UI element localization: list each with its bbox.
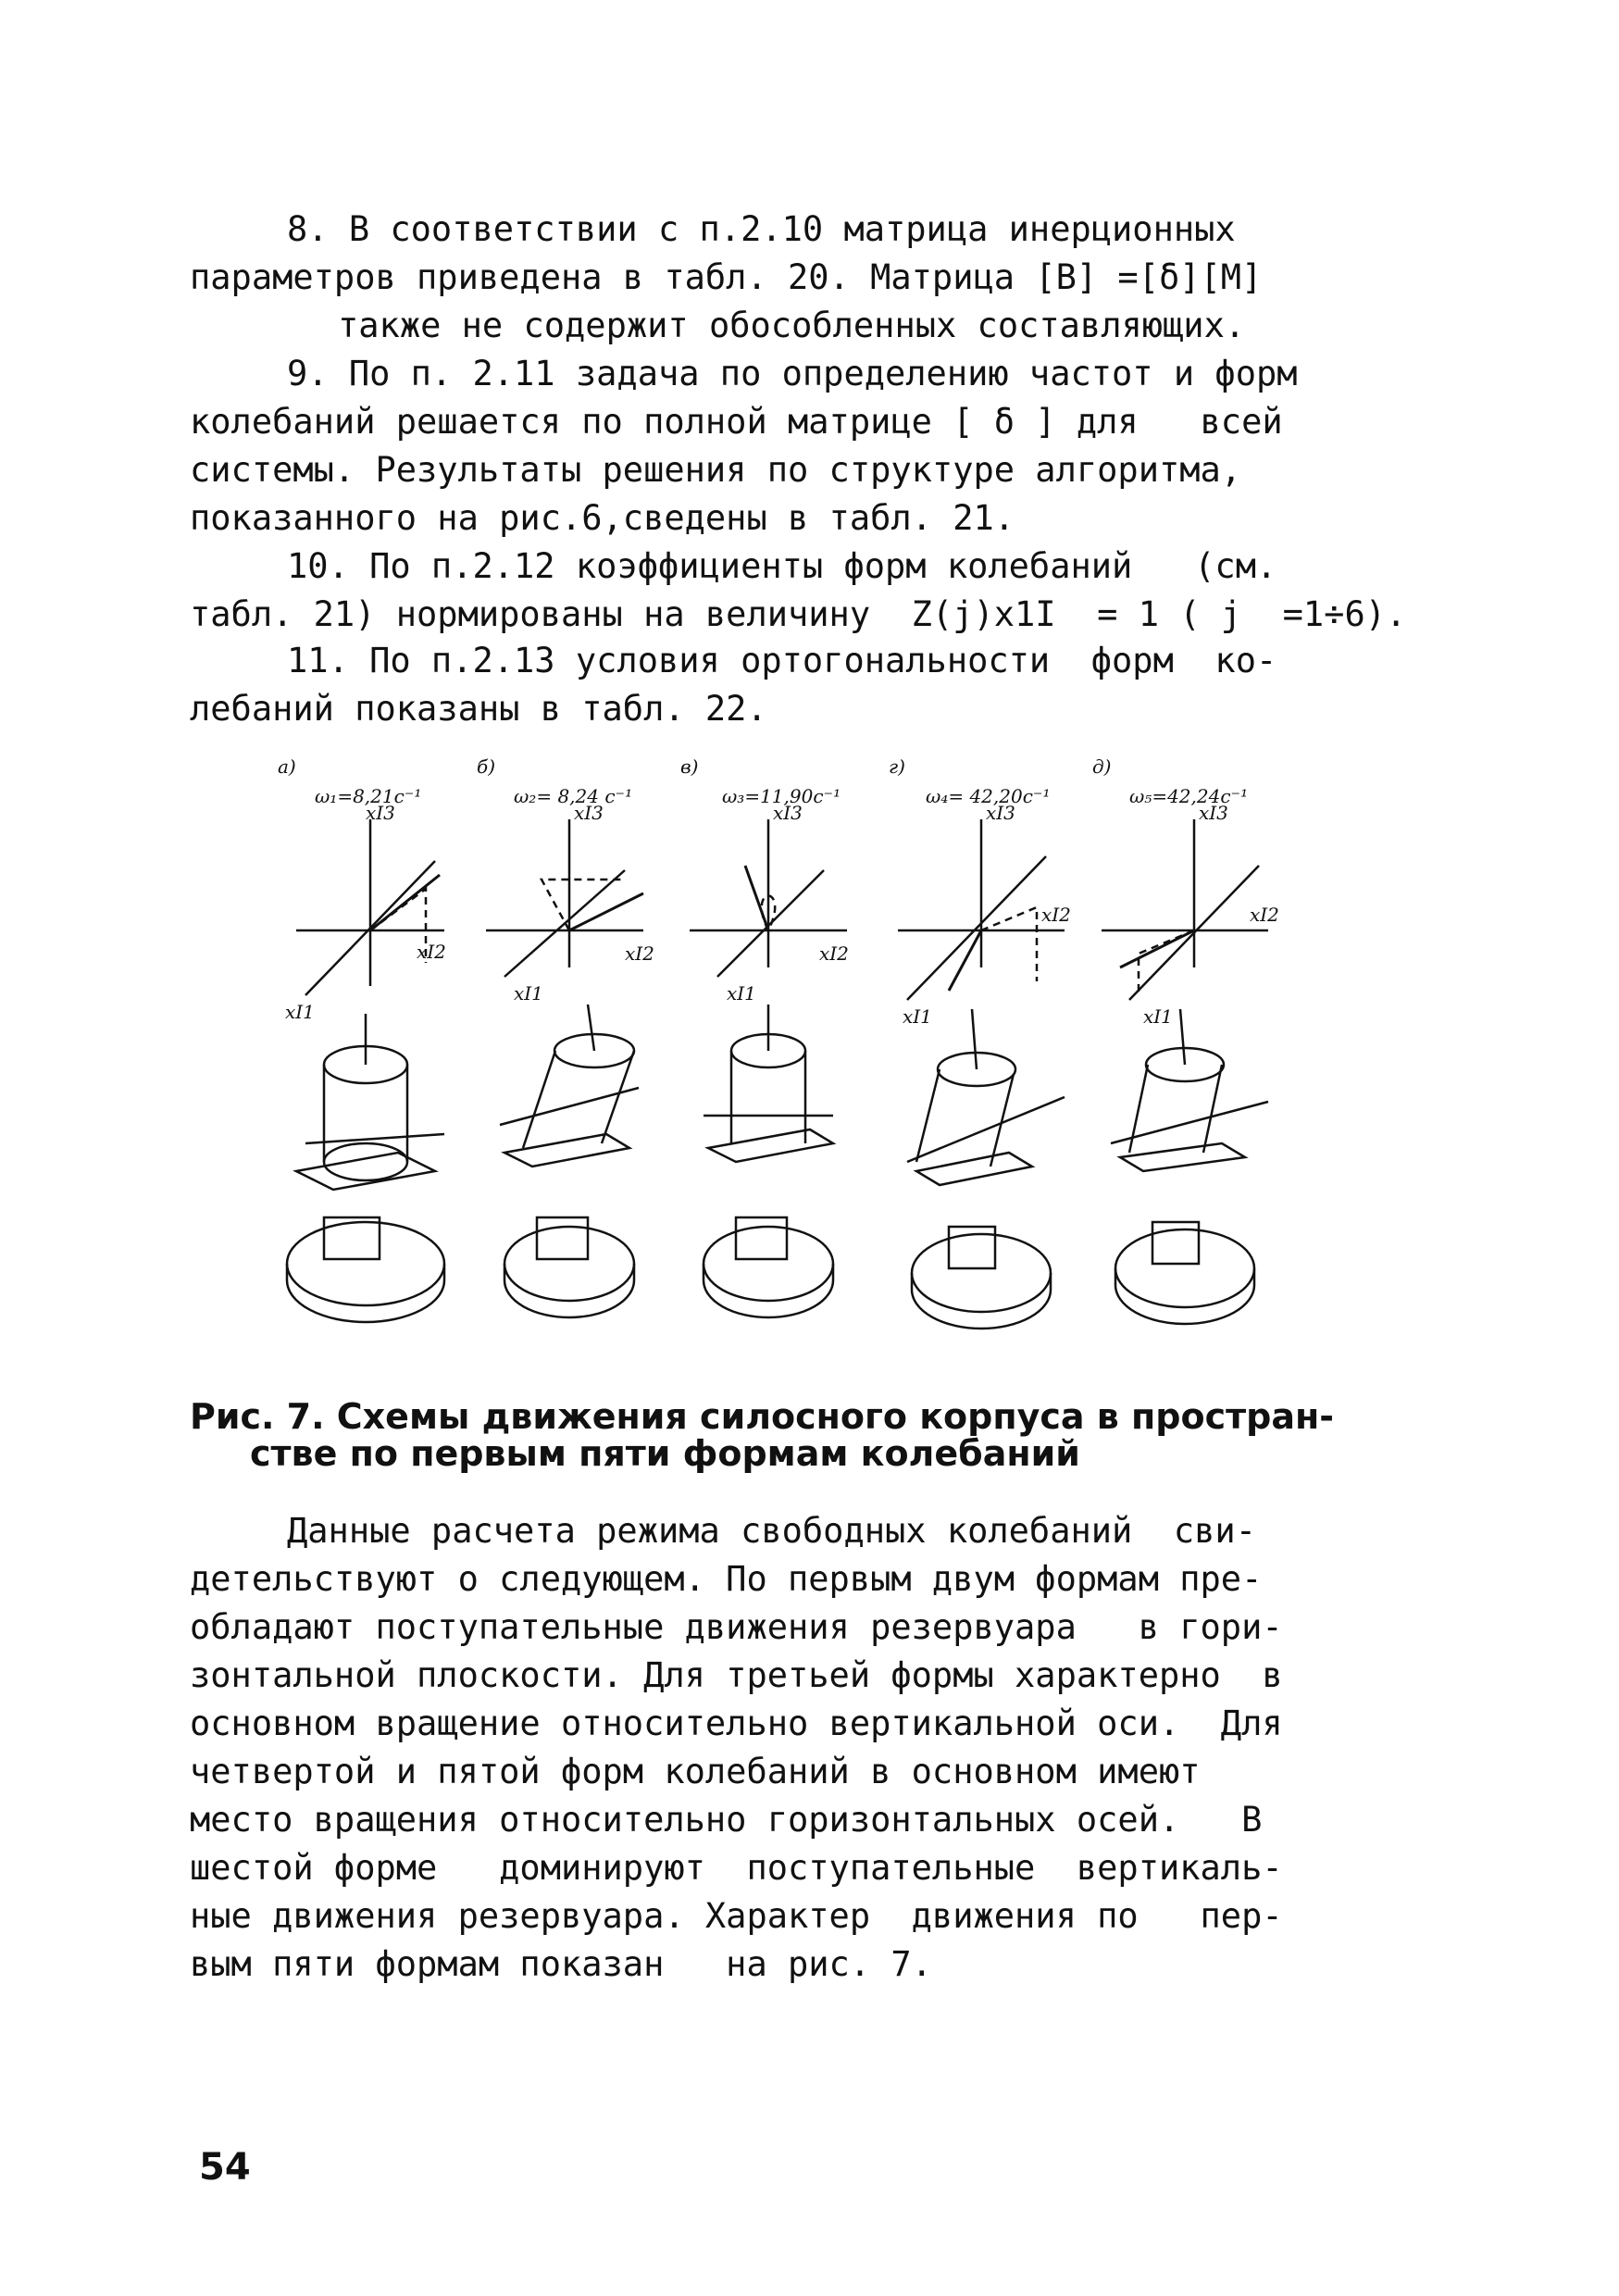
panel-a	[278, 755, 446, 1023]
text-line: 9. По п. 2.11 задача по определению частот и форм	[287, 354, 1298, 393]
page-number: 54	[199, 2146, 251, 2189]
panel-letter: б)	[477, 755, 496, 778]
panel-frequency: ω₂= 8,24 c⁻¹	[514, 785, 633, 807]
svg-text:xI1: xI1	[514, 982, 543, 1004]
svg-text:xI1: xI1	[1143, 1005, 1173, 1028]
svg-text:xI3: xI3	[1199, 802, 1228, 824]
text-line: место вращения относительно горизонтальных осей. В	[190, 1800, 1263, 1840]
svg-text:xI1: xI1	[727, 982, 756, 1004]
paragraph-10	[190, 543, 1430, 639]
text-line: лебаний показаны в табл. 22.	[190, 689, 767, 729]
text-line: 11. По п.2.13 условия ортогональности форм ко-	[287, 641, 1277, 680]
text-line: колебаний решается по полной матрице [ δ ] для всей	[190, 402, 1283, 442]
panel-b	[477, 755, 654, 1004]
text-line: обладают поступательные движения резервуара в гори-	[190, 1607, 1283, 1647]
silo-schematics	[287, 1004, 1268, 1329]
paragraph-9	[190, 350, 1430, 543]
text-line: 8. В соответствии с п.2.10 матрица инерционных	[287, 209, 1236, 249]
panel-letter: д)	[1092, 755, 1112, 778]
figure-svg	[278, 755, 1379, 1366]
svg-text:xI3: xI3	[366, 802, 395, 824]
text-line: системы. Результаты решения по структуре алгоритма,	[190, 450, 1242, 490]
text-line: четвертой и пятой форм колебаний в основном имеют	[190, 1752, 1201, 1791]
silo-a	[287, 1014, 444, 1322]
panel-frequency: ω₄= 42,20c⁻¹	[926, 785, 1051, 807]
svg-text:xI1: xI1	[903, 1005, 932, 1028]
text-line: 10. По п.2.12 коэффициенты форм колебаний (см.	[287, 546, 1277, 586]
silo-c	[704, 1004, 833, 1317]
paragraph-conclusion	[190, 1507, 1430, 1989]
silo-e	[1111, 1009, 1268, 1324]
silo-d	[907, 1009, 1065, 1329]
text-line: табл. 21) нормированы на величину Z(j)x1I = 1 ( j =1÷6).	[190, 594, 1407, 634]
paragraph-8	[190, 206, 1430, 350]
svg-text:xI2: xI2	[417, 941, 446, 963]
svg-text:xI2: xI2	[1041, 904, 1071, 926]
svg-text:xI2: xI2	[1250, 904, 1279, 926]
svg-text:xI3: xI3	[773, 802, 803, 824]
panel-frequency: ω₅=42,24c⁻¹	[1129, 785, 1249, 807]
figure-7	[278, 755, 1379, 1366]
panel-d	[889, 755, 1071, 1028]
svg-text:xI1: xI1	[285, 1001, 315, 1023]
text-line: вым пяти формам показан на рис. 7.	[190, 1944, 932, 1984]
panel-frequency: ω₃=11,90c⁻¹	[722, 785, 841, 807]
text-line: также не содержит обособленных составляющих.	[338, 306, 1246, 345]
svg-text:xI3: xI3	[986, 802, 1015, 824]
panel-e	[1092, 755, 1279, 1028]
text-line: показанного на рис.6,сведены в табл. 21.	[190, 498, 1015, 538]
text-line: шестой форме доминируют поступательные вертикаль-	[190, 1848, 1283, 1888]
svg-text:xI2: xI2	[625, 942, 654, 965]
text-line: основном вращение относительно вертикальной оси. Для	[190, 1703, 1283, 1743]
text-line: детельствуют о следующем. По первым двум формам пре-	[190, 1559, 1263, 1599]
text-line: зонтальной плоскости. Для третьей формы характерно в	[190, 1655, 1283, 1695]
panel-letter: г)	[889, 755, 905, 778]
caption-line-2: стве по первым пяти формам колебаний	[250, 1433, 1080, 1474]
panel-frequency: ω₁=8,21c⁻¹	[315, 785, 422, 807]
panel-letter: а)	[278, 755, 296, 778]
panel-letter: в)	[680, 755, 699, 778]
text-line: ные движения резервуара. Характер движения по пер-	[190, 1896, 1283, 1936]
paragraph-11	[190, 637, 1430, 733]
svg-text:xI2: xI2	[819, 942, 849, 965]
figure-caption	[190, 1398, 1430, 1472]
text-line: Данные расчета режима свободных колебаний сви-	[287, 1511, 1256, 1551]
silo-b	[500, 1004, 639, 1317]
text-line: параметров приведена в табл. 20. Матрица [B] =[δ][M]	[190, 257, 1263, 297]
panel-c	[680, 755, 849, 1004]
caption-line-1: Рис. 7. Схемы движения силосного корпуса в простран-	[190, 1396, 1335, 1437]
svg-text:xI3: xI3	[574, 802, 604, 824]
